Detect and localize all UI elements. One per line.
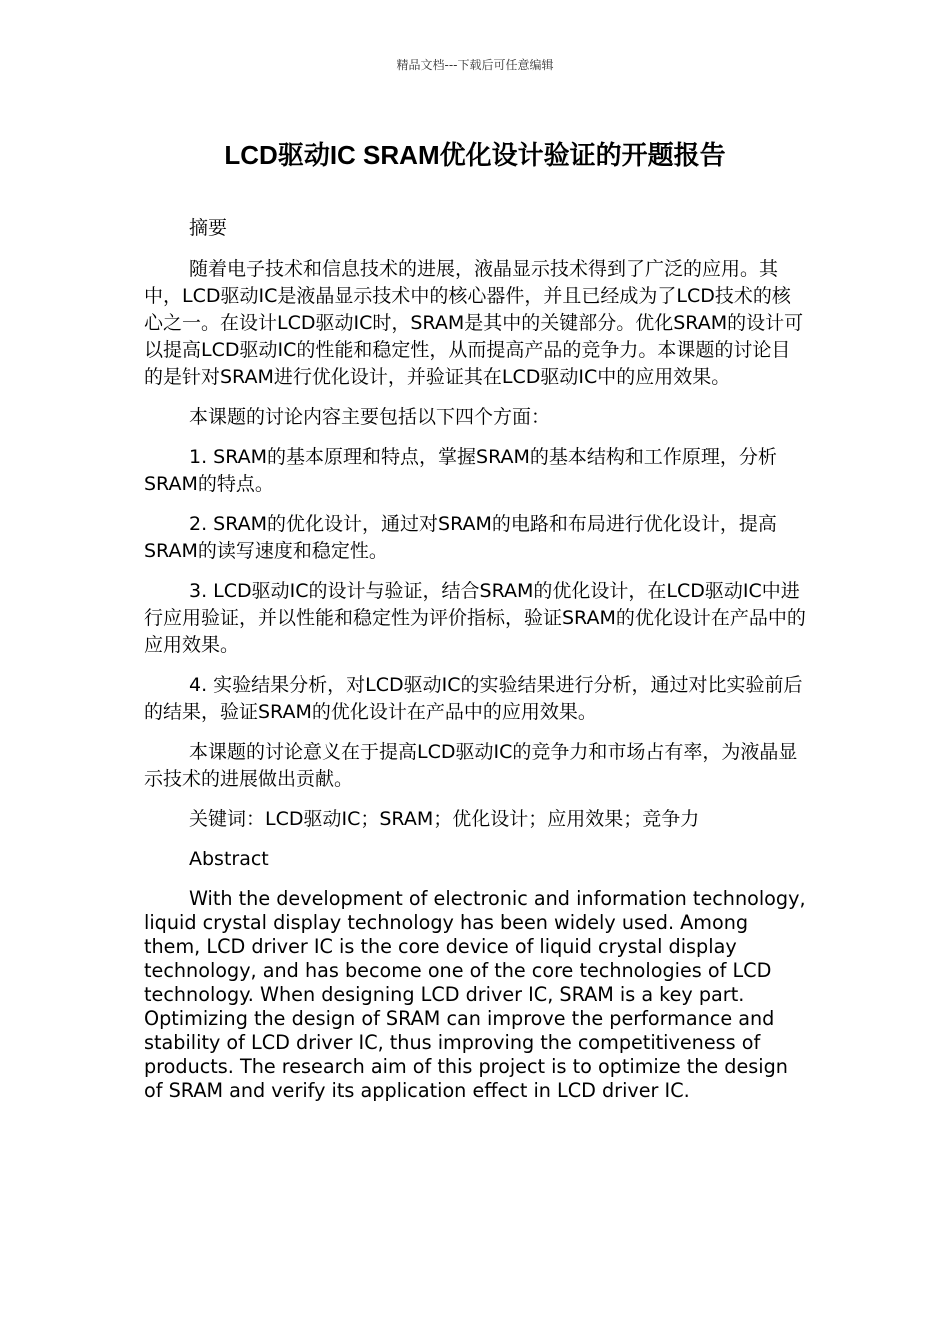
abstract-cn-heading: 摘要 <box>189 217 228 239</box>
abstract-en-heading: Abstract <box>189 848 269 870</box>
paragraph-en: With the development of electronic and information technology, liquid crystal display technology has been widely used. Among them, LCD driver IC is the core device of liquid crystal display technology, and has become one of the core technologies of LCD technology. When designing LCD driver IC, SRAM is a key part. Optimizing the design of SRAM can improve the performance and stability of LCD driver IC, thus improving the competitiveness of products. The research aim of this project is to optimize the design of SRAM and verify its application effect in LCD driver IC. <box>144 887 806 1102</box>
paragraph-cn-item-4: 4. 实验结果分析，对LCD驱动IC的实验结果进行分析，通过对比实验前后的结果，验证SRAM的优化设计在产品中的应用效果。 <box>144 674 803 723</box>
document-body <box>144 215 806 1115</box>
paragraph-cn-item-3: 3. LCD驱动IC的设计与验证，结合SRAM的优化设计，在LCD驱动IC中进行应用验证，并以性能和稳定性为评价指标，验证SRAM的优化设计在产品中的应用效果。 <box>144 580 806 656</box>
paragraph-cn-item-1: 1. SRAM的基本原理和特点，掌握SRAM的基本结构和工作原理，分析SRAM的特点。 <box>144 446 777 495</box>
document-title: LCD驱动IC SRAM优化设计验证的开题报告 <box>224 140 726 170</box>
paragraph-cn-item-2: 2. SRAM的优化设计，通过对SRAM的电路和布局进行优化设计，提高SRAM的读写速度和稳定性。 <box>144 513 777 562</box>
paragraph-cn-intro: 随着电子技术和信息技术的进展，液晶显示技术得到了广泛的应用。其中，LCD驱动IC是液晶显示技术中的核心器件，并且已经成为了LCD技术的核心之一。在设计LCD驱动IC时，SRAM是其中的关键部分。优化SRAM的设计可以提高LCD驱动IC的性能和稳定性，从而提高产品的竞争力。本课题的讨论目的是针对SRAM进行优化设计，并验证其在LCD驱动IC中的应用效果。 <box>144 258 804 388</box>
paragraph-cn-significance: 本课题的讨论意义在于提高LCD驱动IC的竞争力和市场占有率，为液晶显示技术的进展做出贡献。 <box>144 741 798 790</box>
keywords-cn: 关键词：LCD驱动IC；SRAM；优化设计；应用效果；竞争力 <box>189 808 700 830</box>
paragraph-cn-scope: 本课题的讨论内容主要包括以下四个方面： <box>189 406 551 428</box>
header-note: 精品文档---下载后可任意编辑 <box>396 58 554 72</box>
